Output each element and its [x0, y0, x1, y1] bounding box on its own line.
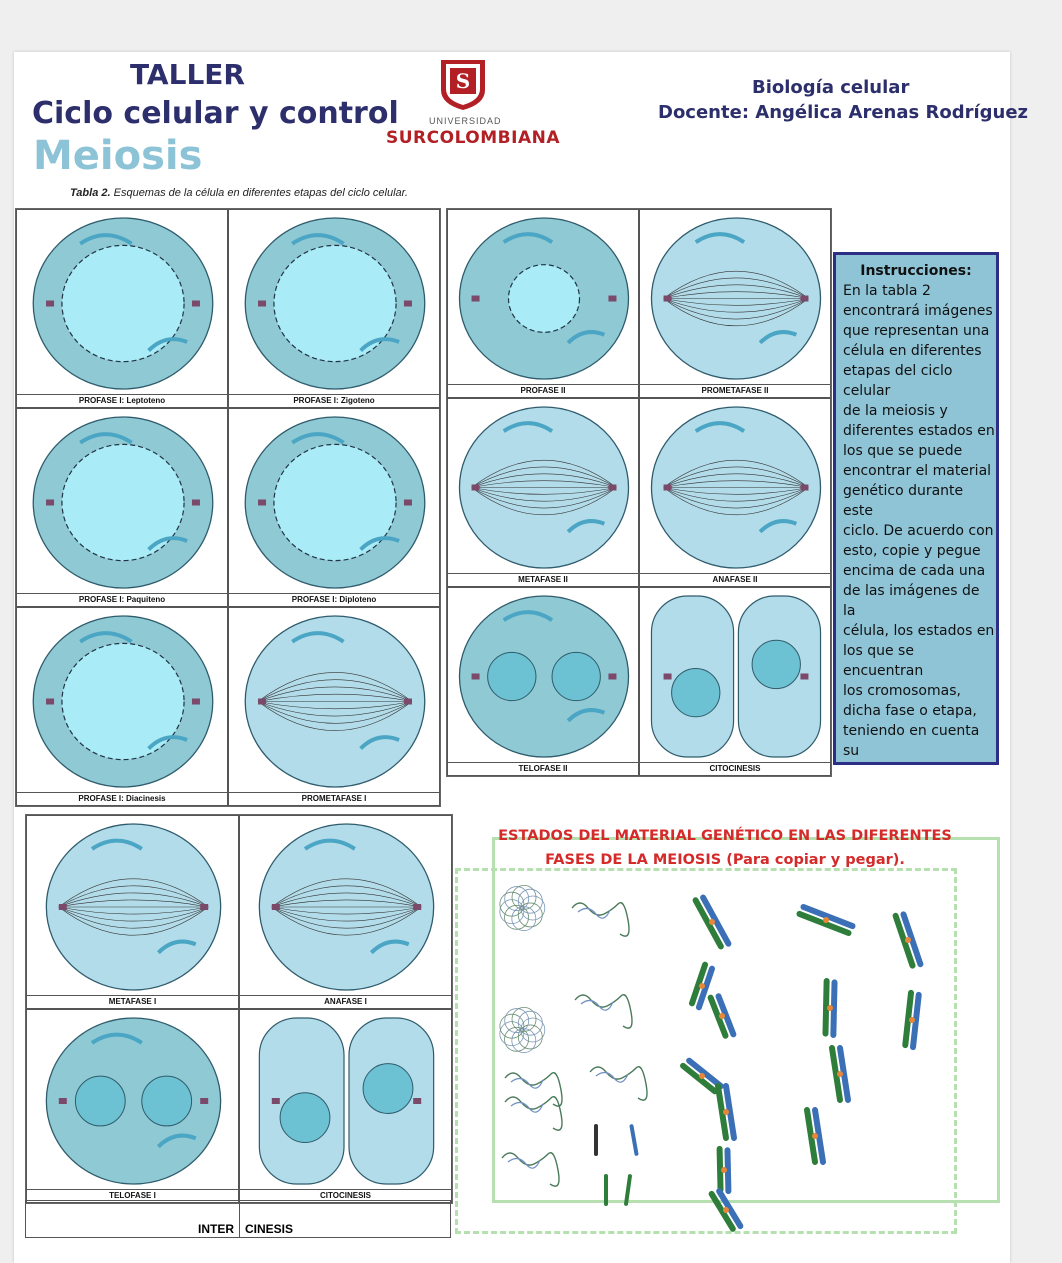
instructions-title: Instrucciones: — [860, 263, 972, 279]
stage-label: ANAFASE II — [640, 573, 830, 586]
stage-label: PROFASE I: Diacinesis — [17, 792, 227, 805]
logo-letter: S — [455, 69, 471, 93]
stage-cell[interactable] — [639, 398, 831, 587]
workshop-label: TALLER — [130, 58, 245, 91]
states-frame-inner — [455, 868, 957, 1234]
stage-label: CITOCINESIS — [240, 1189, 451, 1202]
cell-diagram — [17, 409, 229, 608]
stage-cell[interactable] — [239, 815, 452, 1009]
cell-diagram — [448, 210, 640, 399]
stage-cell[interactable] — [239, 1009, 452, 1203]
instructions-box — [833, 252, 999, 765]
cell-diagram — [240, 1010, 453, 1204]
cell-diagram — [27, 816, 240, 1010]
stage-label: ANAFASE I — [240, 995, 451, 1008]
stage-label: CITOCINESIS — [640, 762, 830, 775]
cell-diagram — [448, 399, 640, 588]
stage-cell[interactable] — [228, 209, 440, 408]
document-subtitle: Meiosis — [33, 133, 203, 179]
stage-cell[interactable] — [16, 209, 228, 408]
cell-diagram — [17, 608, 229, 807]
stage-label: PROMETAFASE I — [229, 792, 439, 805]
stage-cell[interactable] — [228, 607, 440, 806]
stage-label: PROMETAFASE II — [640, 384, 830, 397]
cinesis-label: CINESIS — [245, 1222, 294, 1236]
genetic-states-title: ESTADOS DEL MATERIAL GENÉTICO EN LAS DIFERENTES FASES DE LA MEIOSIS (Para copiar y pegar). — [498, 828, 952, 868]
stage-cell[interactable] — [639, 209, 831, 398]
cell-diagram — [640, 210, 832, 399]
stage-cell[interactable] — [447, 587, 639, 776]
stage-cell[interactable] — [26, 815, 239, 1009]
cell-diagram — [17, 210, 229, 409]
table-bottom — [25, 814, 453, 1204]
stage-label: PROFASE I: Diploteno — [229, 593, 439, 606]
document-title: Ciclo celular y control — [32, 96, 399, 131]
cell-diagram — [240, 816, 453, 1010]
stage-cell[interactable] — [228, 408, 440, 607]
cell-diagram — [640, 399, 832, 588]
teacher-name: Docente: Angélica Arenas Rodríguez — [658, 102, 1029, 123]
cell-diagram — [229, 210, 441, 409]
table-right — [446, 208, 832, 777]
stage-cell[interactable] — [447, 209, 639, 398]
university-label-small: UNIVERSIDAD — [429, 116, 502, 126]
cell-diagram — [640, 588, 832, 777]
stage-label: PROFASE I: Paquiteno — [17, 593, 227, 606]
cell-diagram — [448, 588, 640, 777]
stage-cell[interactable] — [16, 607, 228, 806]
inter-label: INTER — [26, 1201, 240, 1237]
stage-cell[interactable] — [639, 587, 831, 776]
stage-cell[interactable] — [447, 398, 639, 587]
instructions-text: En la tabla 2 encontrará imágenes que representan una célula en diferentes etapas del ciclo celular de la meiosis y diferentes estados en los que se puede encontrar el material genético durante este ciclo. De acuerdo con esto, copie y pegue encima de cada una de las imágenes de la célula, los estados en los que se encuentran los cromosomas, dicha fase o etapa, teniendo en cuenta su — [843, 283, 995, 759]
university-name: SURCOLOMBIANA — [386, 128, 560, 148]
interkinesis-row — [25, 1200, 451, 1238]
stage-label: PROFASE I: Zigoteno — [229, 394, 439, 407]
stage-cell[interactable] — [16, 408, 228, 607]
stage-label: METAFASE I — [27, 995, 238, 1008]
cell-diagram — [229, 409, 441, 608]
stage-label: TELOFASE I — [27, 1189, 238, 1202]
stage-label: METAFASE II — [448, 573, 638, 586]
cell-diagram — [27, 1010, 240, 1204]
stage-label: PROFASE I: Leptoteno — [17, 394, 227, 407]
stage-label: PROFASE II — [448, 384, 638, 397]
cell-diagram — [229, 608, 441, 807]
stage-label: TELOFASE II — [448, 762, 638, 775]
course-name: Biología celular — [752, 77, 910, 98]
table-caption: Tabla 2. Esquemas de la célula en diferentes etapas del ciclo celular. — [70, 187, 408, 199]
university-shield-logo — [437, 56, 489, 112]
stage-cell[interactable] — [26, 1009, 239, 1203]
table-left — [15, 208, 441, 807]
